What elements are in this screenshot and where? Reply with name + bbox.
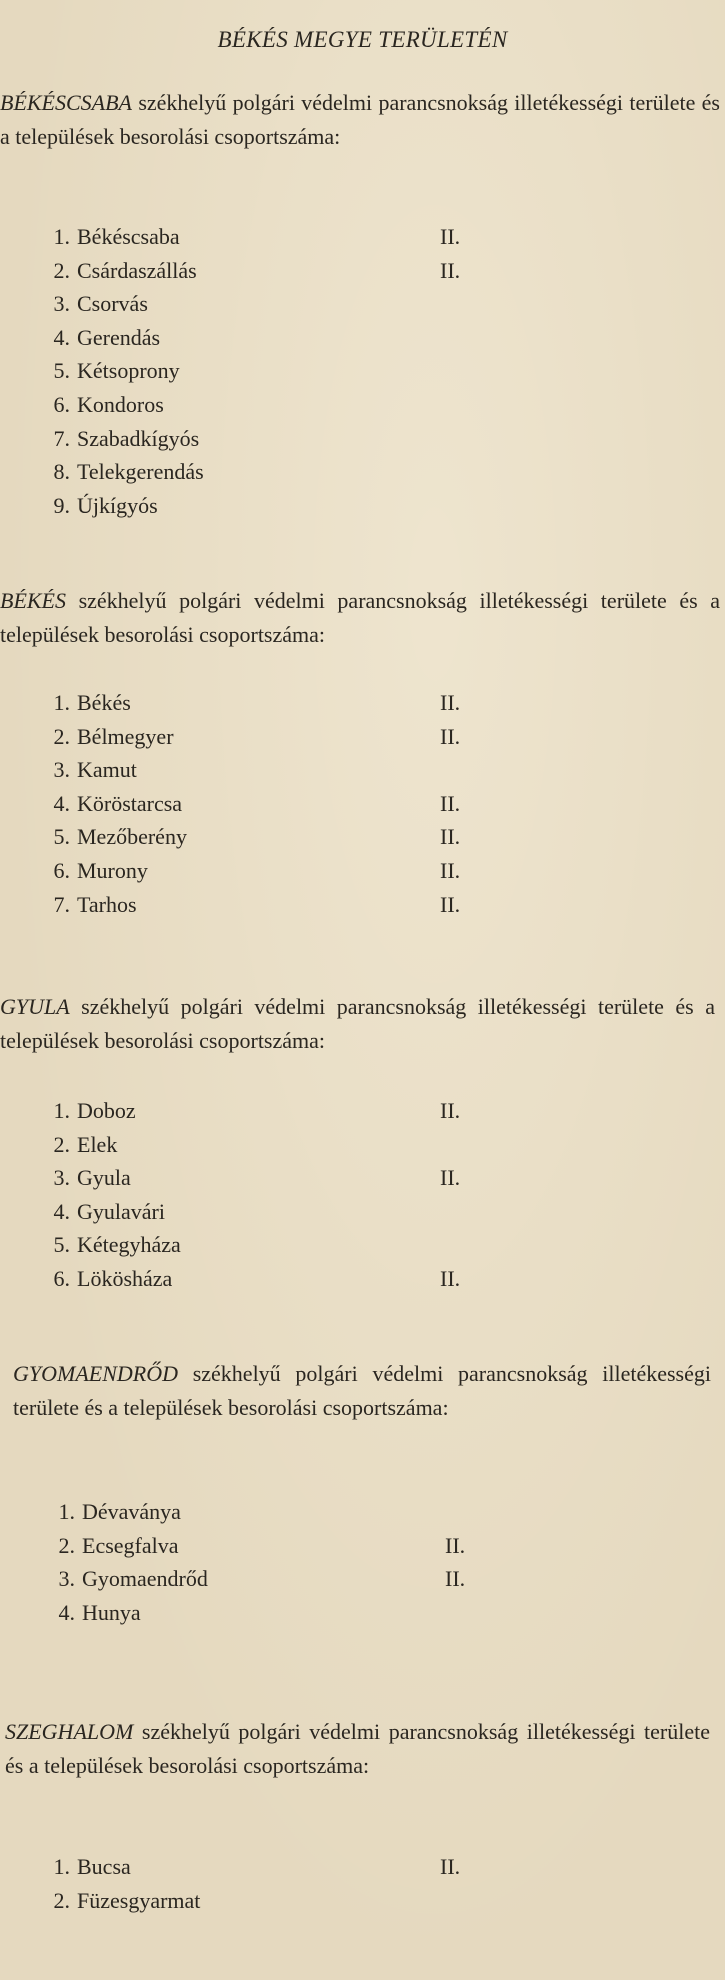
settlement-list (40, 1850, 725, 1917)
group-number: II. (440, 224, 461, 249)
settlement-row (40, 820, 725, 854)
group-number: II. (440, 690, 461, 715)
settlement-row (40, 1262, 725, 1296)
settlement-number: 6. (53, 857, 70, 883)
group-number: II. (440, 857, 461, 883)
section-intro-text: székhelyű polgári védelmi parancsnokság illetékességi területe és a települések besorolási csoportszáma: (13, 1361, 711, 1420)
settlement-number: 1. (53, 1098, 70, 1123)
settlement-name: Békéscsaba (77, 224, 180, 249)
settlement-name: Ecsegfalva (82, 1532, 179, 1558)
settlement-row (40, 1195, 725, 1229)
group-number: II. (440, 1854, 461, 1879)
settlement-number: 2. (53, 257, 70, 283)
settlement-name: Doboz (77, 1098, 136, 1123)
group-number: II. (440, 790, 461, 816)
settlement-name: Tarhos (77, 891, 137, 917)
settlement-name: Bélmegyer (77, 723, 174, 749)
settlement-row (40, 888, 725, 922)
section-intro-text: székhelyű polgári védelmi parancsnokság illetékességi területe és a települések besorolási csoportszáma: (0, 588, 720, 647)
settlement-number: 5. (53, 1232, 70, 1258)
section-intro (13, 1357, 711, 1425)
settlement-name: Újkígyós (77, 492, 158, 518)
settlement-name: Gyulavári (77, 1198, 165, 1224)
settlement-name: Kétegyháza (77, 1232, 181, 1258)
settlement-row (40, 254, 725, 288)
settlement-number: 2. (58, 1532, 75, 1558)
settlement-row (40, 1228, 725, 1262)
settlement-number: 6. (53, 391, 70, 417)
settlement-row (40, 1128, 725, 1162)
settlement-row (40, 1094, 725, 1128)
group-number: II. (440, 723, 461, 749)
settlement-row (40, 1884, 725, 1918)
settlement-name: Füzesgyarmat (77, 1887, 201, 1913)
settlement-row (40, 686, 725, 720)
group-number: II. (445, 1566, 466, 1592)
settlement-number: 7. (53, 891, 70, 917)
settlement-number: 2. (53, 1887, 70, 1913)
settlement-list (40, 686, 725, 921)
settlement-number: 3. (53, 291, 70, 317)
settlement-number: 6. (53, 1265, 70, 1291)
settlement-name: Dévaványa (82, 1499, 181, 1524)
settlement-row (40, 354, 725, 388)
section-intro (0, 584, 720, 652)
settlement-name: Murony (77, 857, 148, 883)
settlement-name: Telekgerendás (77, 459, 204, 485)
settlement-number: 5. (53, 358, 70, 384)
section-intro-text: székhelyű polgári védelmi parancsnokság illetékességi területe és a települések besorolási csoportszáma: (0, 994, 715, 1053)
settlement-number: 4. (58, 1599, 75, 1625)
section-intro (0, 990, 715, 1058)
settlement-name: Csorvás (77, 291, 148, 317)
page-heading: BÉKÉS MEGYE TERÜLETÉN (217, 27, 508, 52)
group-number: II. (440, 1098, 461, 1123)
settlement-number: 2. (53, 723, 70, 749)
settlement-number: 3. (53, 1165, 70, 1191)
settlement-row (40, 720, 725, 754)
settlement-name: Szabadkígyós (77, 425, 200, 451)
settlement-name: Lökösháza (77, 1265, 173, 1291)
section-bekescsaba (0, 86, 725, 518)
section-intro (5, 1715, 710, 1783)
settlement-row (45, 1596, 725, 1630)
settlement-number: 3. (53, 757, 70, 783)
settlement-row (40, 220, 725, 254)
settlement-name: Mezőberény (77, 824, 187, 850)
settlement-name: Elek (77, 1131, 118, 1157)
settlement-name: Hunya (82, 1599, 141, 1625)
settlement-row (40, 388, 725, 422)
settlement-row (45, 1562, 725, 1596)
settlement-number: 8. (53, 459, 70, 485)
group-number: II. (440, 257, 461, 283)
settlement-name: Gerendás (77, 324, 161, 350)
settlement-row (40, 854, 725, 888)
settlement-row (40, 422, 725, 456)
settlement-row (45, 1529, 725, 1563)
settlement-name: Kamut (77, 757, 137, 783)
section-gyomaendrod (0, 1357, 725, 1625)
settlement-number: 4. (53, 324, 70, 350)
settlement-list (40, 220, 725, 522)
settlement-name: Kétsoprony (77, 358, 180, 384)
settlement-row (40, 787, 725, 821)
section-szeghalom (0, 1715, 725, 1913)
settlement-number: 4. (53, 790, 70, 816)
settlement-row (40, 753, 725, 787)
settlement-row (40, 455, 725, 489)
settlement-number: 2. (53, 1131, 70, 1157)
settlement-row (45, 1495, 725, 1529)
settlement-number: 1. (53, 224, 70, 249)
settlement-list (40, 1094, 725, 1296)
settlement-name: Csárdaszállás (77, 257, 197, 283)
settlement-number: 9. (53, 492, 70, 518)
settlement-list (45, 1495, 725, 1629)
section-town-name: GYOMAENDRŐD (13, 1361, 178, 1386)
settlement-number: 4. (53, 1198, 70, 1224)
settlement-number: 7. (53, 425, 70, 451)
section-town-name: GYULA (0, 994, 70, 1019)
settlement-row (40, 1850, 725, 1884)
settlement-row (40, 321, 725, 355)
settlement-number: 1. (53, 1854, 70, 1879)
settlement-number: 1. (58, 1499, 75, 1524)
settlement-row (40, 1161, 725, 1195)
settlement-row (40, 287, 725, 321)
group-number: II. (445, 1532, 466, 1558)
group-number: II. (440, 891, 461, 917)
section-bekes (0, 584, 725, 917)
settlement-number: 3. (58, 1566, 75, 1592)
settlement-name: Kondoros (77, 391, 164, 417)
settlement-row (40, 489, 725, 523)
section-intro-text: székhelyű polgári védelmi parancsnokság illetékességi területe és a települések besorolási csoportszáma: (5, 1719, 710, 1778)
group-number: II. (440, 824, 461, 850)
settlement-name: Köröstarcsa (77, 790, 183, 816)
settlement-name: Gyomaendrőd (82, 1566, 208, 1592)
settlement-number: 1. (53, 690, 70, 715)
group-number: II. (440, 1265, 461, 1291)
section-intro-text: székhelyű polgári védelmi parancsnokság illetékességi területe és a települések besorolási csoportszáma: (0, 90, 720, 149)
section-town-name: BÉKÉS (0, 588, 66, 613)
settlement-name: Bucsa (77, 1854, 131, 1879)
section-intro (0, 86, 720, 154)
group-number: II. (440, 1165, 461, 1191)
settlement-name: Gyula (77, 1165, 131, 1191)
section-town-name: SZEGHALOM (5, 1719, 134, 1744)
settlement-number: 5. (53, 824, 70, 850)
section-gyula (0, 990, 725, 1291)
section-town-name: BÉKÉSCSABA (0, 90, 132, 115)
settlement-name: Békés (77, 690, 131, 715)
